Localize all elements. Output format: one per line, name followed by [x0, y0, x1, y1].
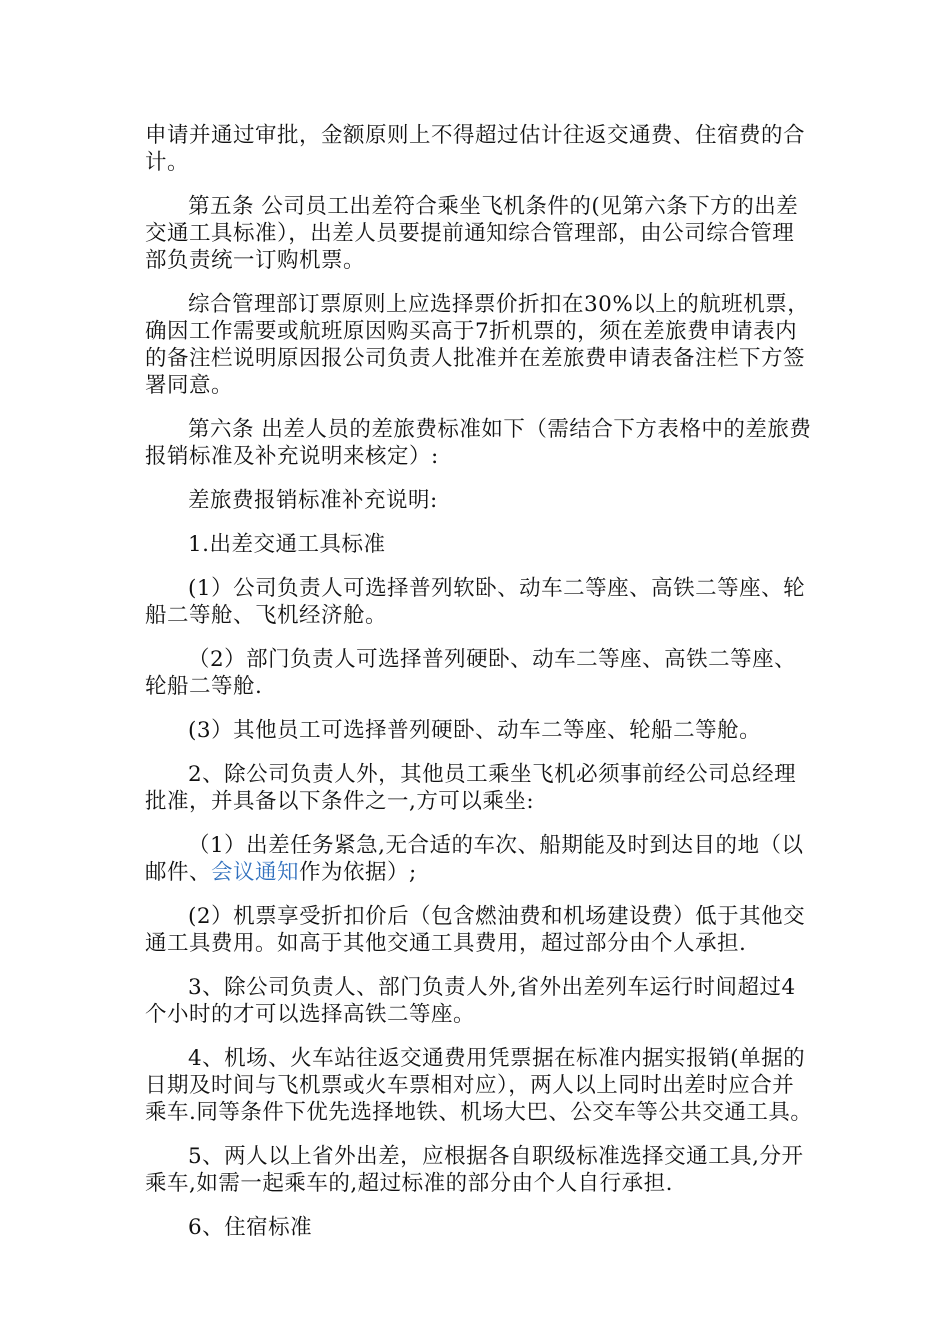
paragraph-article-6: 第六条 出差人员的差旅费标准如下（需结合下方表格中的差旅费报销标准及补充说明来核定）: — [145, 417, 812, 469]
urgent-task-text-after-link: 作为依据）; — [299, 860, 417, 885]
paragraph-flight-approval: 2、除公司负责人外，其他员工乘坐飞机必须事前经公司总经理批准，并具备以下条件之一,方可以乘坐: — [145, 762, 797, 814]
paragraph-article-5: 第五条 公司员工出差符合乘坐飞机条件的(见第六条下方的出差交通工具标准），出差人员要提前通知综合管理部，由公司综合管理部负责统一订购机票。 — [145, 194, 799, 273]
paragraph-high-speed-rail-rule: 3、除公司负责人、部门负责人外,省外出差列车运行时间超过4个小时的才可以选择高铁二等座。 — [145, 975, 796, 1027]
urgent-task-text-before-link: （1）出差任务紧急,无合适的车次、船期能及时到达目的地（以邮件、 — [145, 833, 804, 885]
meeting-notice-link[interactable]: 会议通知 — [211, 860, 300, 885]
paragraph-transport-company-head: (1）公司负责人可选择普列软卧、动车二等座、高铁二等座、轮船二等舱、飞机经济舱。 — [145, 576, 806, 628]
paragraph-airport-station-transfer: 4、机场、火车站往返交通费用凭票据在标准内据实报销(单据的日期及时间与飞机票或火车票相对应），两人以上同时出差时应合并乘车.同等条件下优先选择地铁、机场大巴、公交车等公共交通工具。 — [145, 1046, 813, 1125]
paragraph-supplementary-heading: 差旅费报销标准补充说明: — [188, 488, 438, 513]
document-body — [145, 122, 813, 1258]
paragraph-approval-continuation: 申请并通过审批，金额原则上不得超过估计往返交通费、住宿费的合计。 — [145, 123, 806, 175]
paragraph-ticket-booking-rule: 综合管理部订票原则上应选择票价折扣在30%以上的航班机票，确因工作需要或航班原因购买高于7折机票的，须在差旅费申请表内的备注栏说明原因报公司负责人批准并在差旅费申请表备注栏下方签署同意。 — [145, 292, 810, 398]
paragraph-transport-department-head: （2）部门负责人可选择普列硬卧、动车二等座、高铁二等座、轮船二等舱. — [145, 647, 797, 699]
paragraph-separate-travel-rule: 5、两人以上省外出差，应根据各自职级标准选择交通工具,分开乘车,如需一起乘车的,超过标准的部分由个人自行承担. — [145, 1144, 804, 1196]
paragraph-transport-other-staff: (3）其他员工可选择普列硬卧、动车二等座、轮船二等舱。 — [188, 718, 762, 743]
paragraph-accommodation-heading: 6、住宿标准 — [188, 1215, 313, 1240]
paragraph-discount-fare-condition: (2）机票享受折扣价后（包含燃油费和机场建设费）低于其他交通工具费用。如高于其他交通工具费用，超过部分由个人承担. — [145, 904, 806, 956]
paragraph-urgent-task-condition — [145, 832, 813, 886]
paragraph-transport-standard-heading: 1.出差交通工具标准 — [188, 532, 386, 557]
